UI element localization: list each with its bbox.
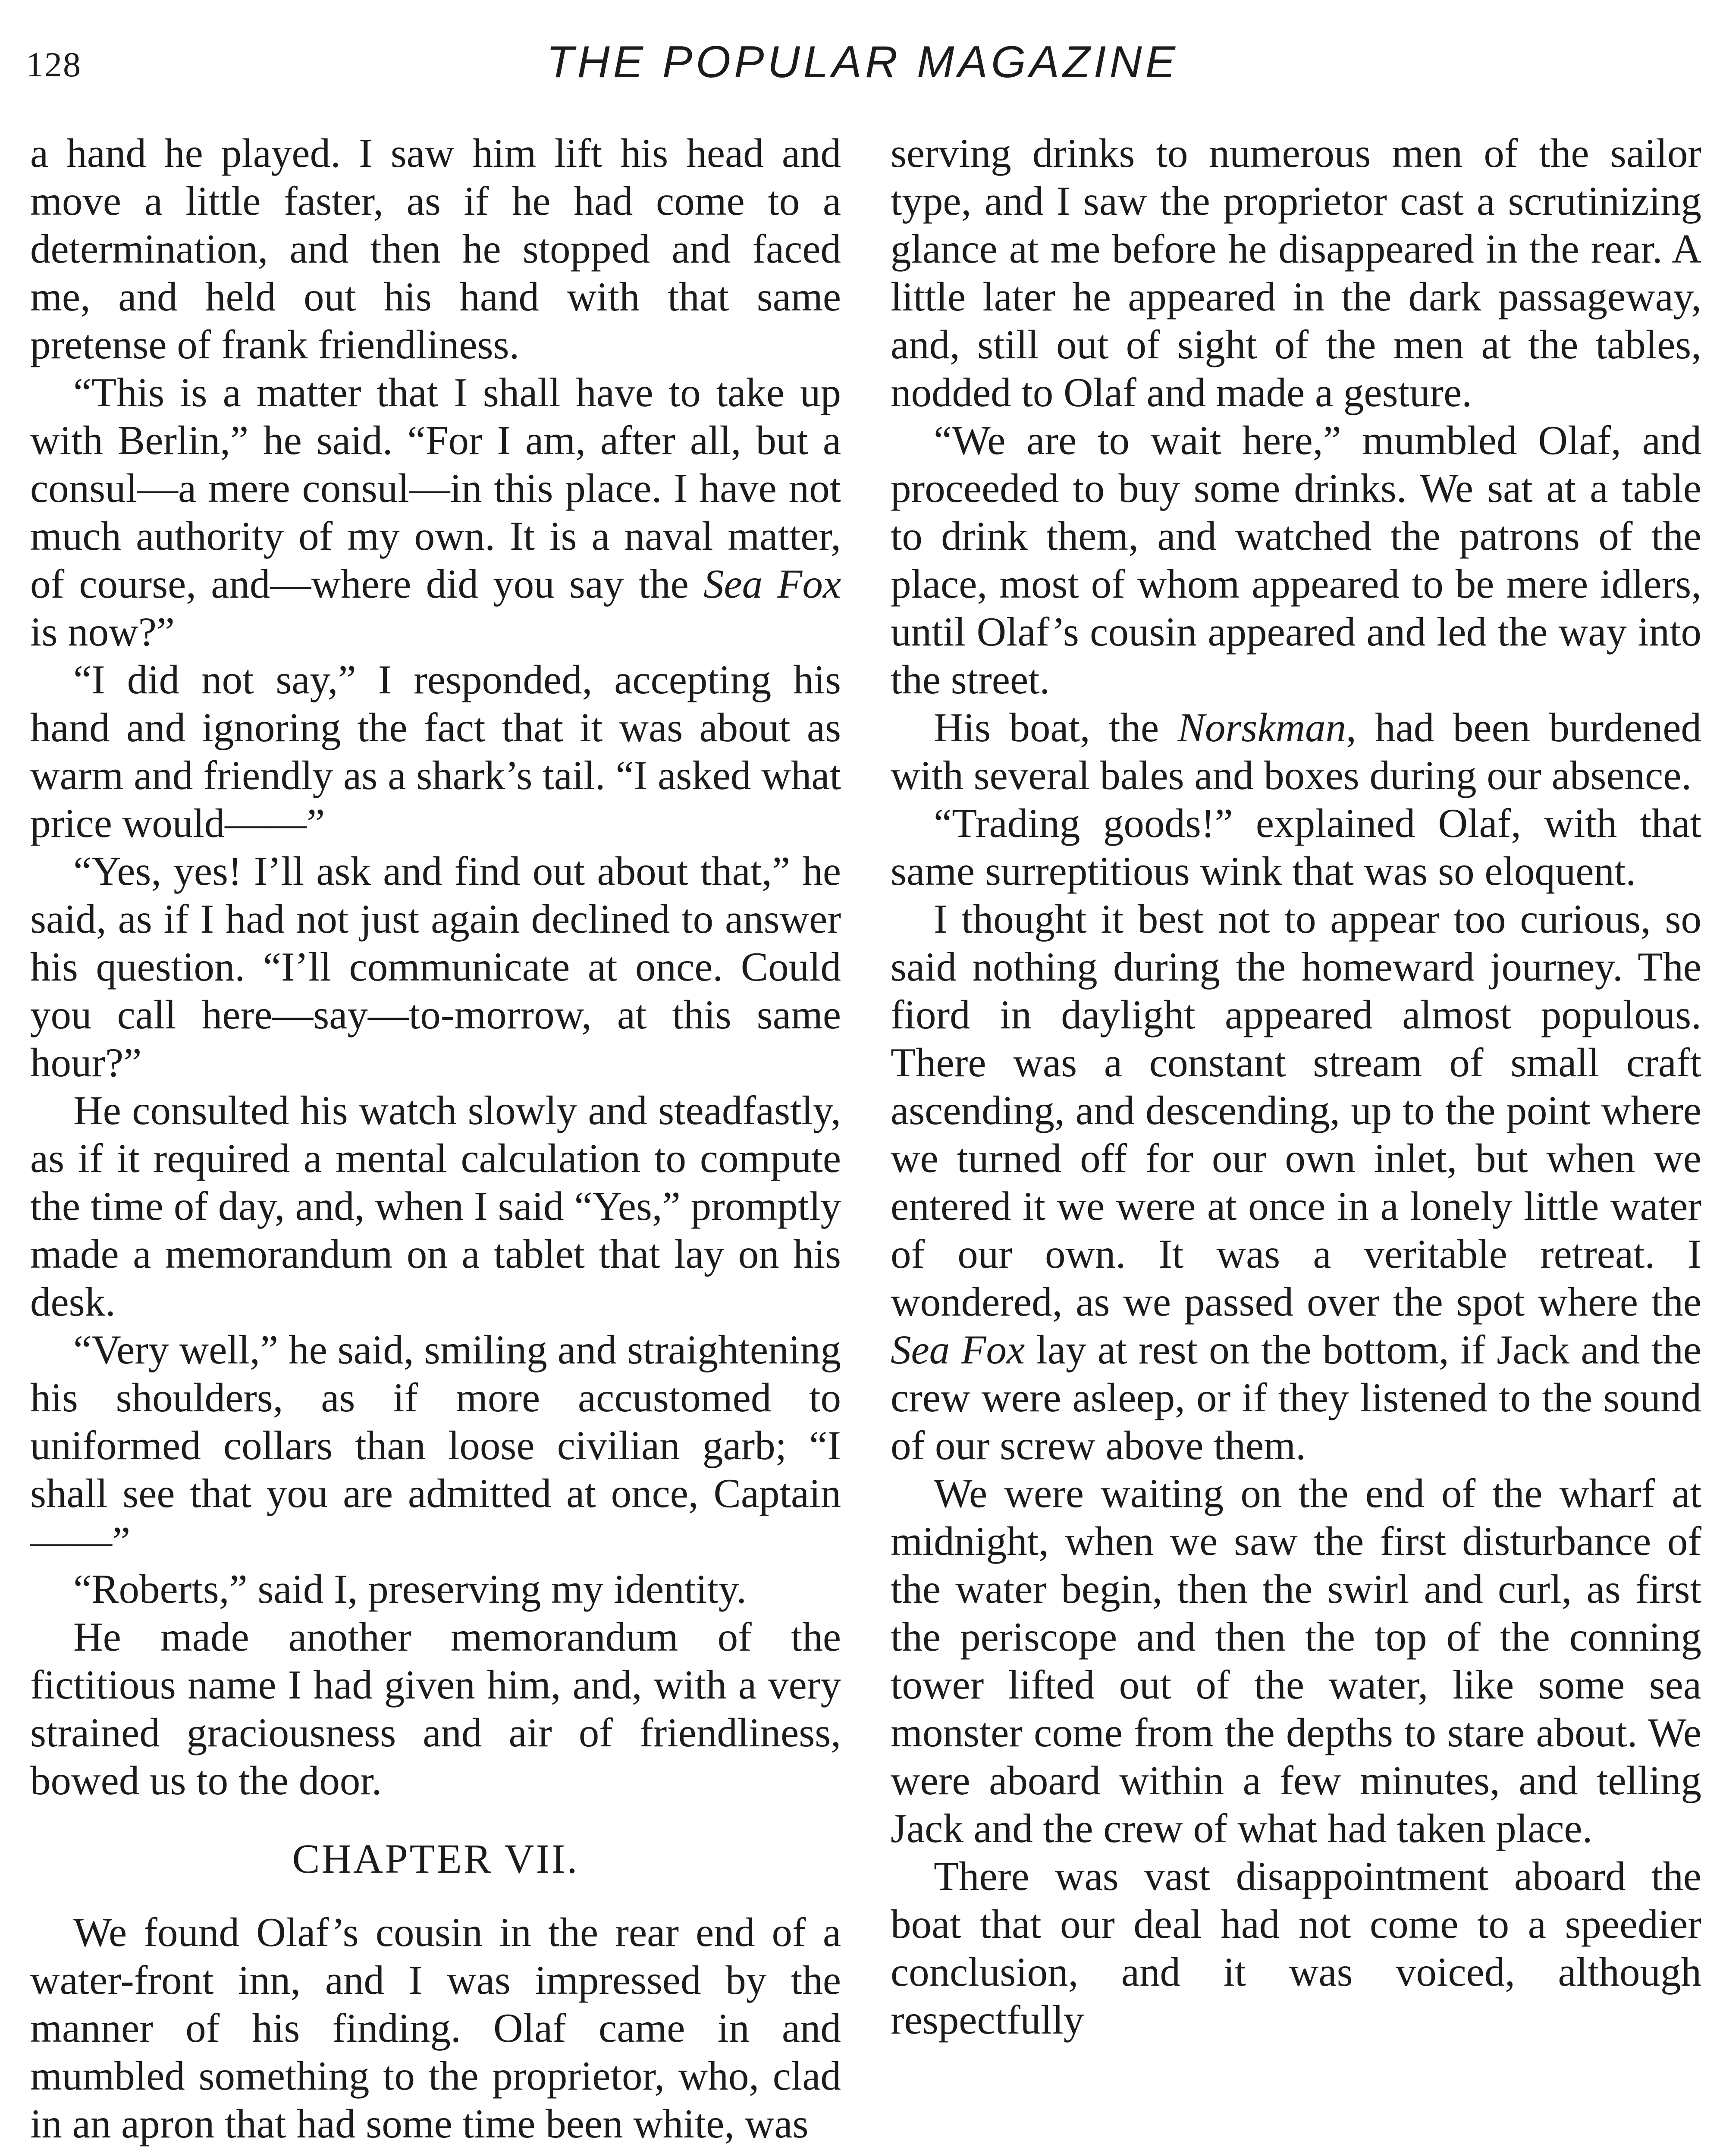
paragraph: “Yes, yes! I’ll ask and find out about that,” he said, as if I had not just again declined to answer his question. “I’ll communicate at once. Could you call here—say—to-morrow, at this same hour?” (30, 848, 841, 1085)
paragraph: serving drinks to numerous men of the sailor type, and I saw the proprietor cast a scrutinizing glance at me before he disappeared in the rear. A little later he appeared in the dark passageway, and, still out of sight of the men at the tables, nodded to Olaf and made a gesture. (891, 130, 1701, 415)
paragraph-text: I thought it best not to appear too curious, so said nothing during the homeward journey. The fiord in daylight appeared almost populous. There was a constant stream of small craft ascending, and descending, up to the point where we turned off for our own inlet, but when we entered it we were at once in a lonely little water of our own. It was a veritable retreat. I wondered, as we passed over the spot where the (891, 896, 1701, 1325)
right-column (891, 129, 1701, 2044)
paragraph: “Trading goods!” explained Olaf, with that same surreptitious wink that was so eloquent. (891, 800, 1701, 894)
paragraph-text: “This is a matter that I shall have to take up with Berlin,” he said. “For I am, after all, but a consul—a mere consul—in this place. I have not much authority of my own. It is a naval matter, of course, and—where did you say the (30, 370, 841, 607)
chapter-heading: CHAPTER VII. (292, 1836, 579, 1882)
ship-name: Sea Fox (703, 561, 841, 607)
paragraph (30, 369, 841, 656)
left-column (30, 129, 841, 2148)
paragraph: We were waiting on the end of the wharf at midnight, when we saw the first disturbance of the water begin, then the swirl and curl, as first the periscope and then the top of the conning tower lifted out of the water, like some sea monster come from the depths to stare about. We were aboard within a few minutes, and telling Jack and the crew of what had taken place. (891, 1470, 1701, 1851)
paragraph (891, 895, 1701, 1470)
page-number: 128 (26, 45, 82, 84)
ship-name: Norskman (1177, 705, 1346, 750)
paragraph: He consulted his watch slowly and steadfastly, as if it required a mental calculation to compute the time of day, and, when I said “Yes,” promptly made a memorandum on a tablet that lay on his desk. (30, 1087, 841, 1325)
paragraph: “Very well,” he said, smiling and straightening his shoulders, as if more accustomed to uniformed collars than loose civilian garb; “I shall see that you are admitted at once, Captain——” (30, 1327, 841, 1564)
paragraph: We found Olaf’s cousin in the rear end of a water-front inn, and I was impressed by the manner of his finding. Olaf came in and mumbled something to the proprietor, who, clad in an apron that had some time been white, was (30, 1909, 841, 2147)
paragraph-text: lay at rest on the bottom, if Jack and the crew were asleep, or if they listened to the sound of our screw above them. (891, 1327, 1701, 1468)
page-header (26, 37, 1699, 101)
magazine-title: THE POPULAR MAGAZINE (546, 37, 1179, 87)
paragraph: He made another memorandum of the fictitious name I had given him, and, with a very strained graciousness and air of friendliness, bowed us to the door. (30, 1614, 841, 1803)
paragraph: “We are to wait here,” mumbled Olaf, and proceeded to buy some drinks. We sat at a table to drink them, and watched the patrons of the place, most of whom appeared to be mere idlers, until Olaf’s cousin appeared and led the way into the street. (891, 417, 1701, 702)
paragraph (891, 704, 1701, 799)
paragraph-text: His boat, the (934, 705, 1178, 750)
paragraph: “Roberts,” said I, preserving my identity. (73, 1566, 747, 1612)
paragraph-text: is now?” (30, 609, 175, 655)
paragraph-text: , had been burdened with several bales and boxes during our absence. (891, 705, 1702, 798)
paragraph: “I did not say,” I responded, accepting his hand and ignoring the fact that it was about as warm and friendly as a shark’s tail. “I asked what price would——” (30, 657, 841, 846)
paragraph: There was vast disappointment aboard the boat that our deal had not come to a speedier conclusion, and it was voiced, although respectfully (891, 1853, 1701, 2043)
ship-name: Sea Fox (891, 1327, 1025, 1373)
paragraph: a hand he played. I saw him lift his head and move a little faster, as if he had come to a determination, and then he stopped and faced me, and held out his hand with that same pretense of frank friendliness. (30, 130, 841, 367)
